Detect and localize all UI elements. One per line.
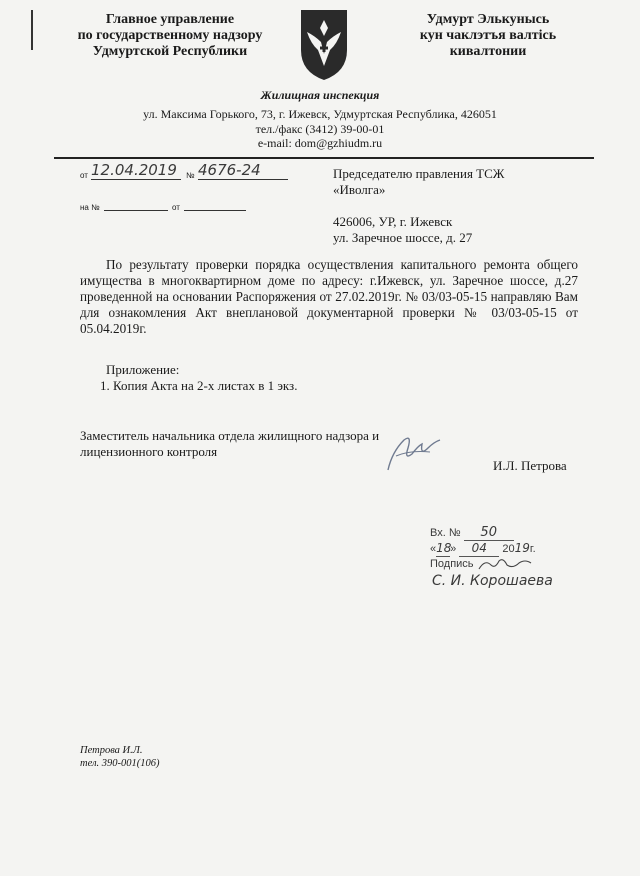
recipient-line-4: 426006, УР, г. Ижевск (333, 214, 453, 229)
scan-edge-mark (31, 10, 33, 50)
signatory-position (80, 428, 379, 460)
attachment-item: 1. Копия Акта на 2-х листах в 1 экз. (100, 378, 298, 393)
signatory-position-line-2: лицензионного контроля (80, 444, 218, 459)
executor-block (80, 744, 160, 770)
signatory-name: И.Л. Петрова (493, 458, 567, 473)
letter-body: По результату проверки порядка осуществления капитального ремонта общего имущества в многоквартирном доме по адресу: г.Ижевск, ул. Заречное шоссе, д.27 проведенной на основании Распоряжения от 27.02.2019г. № 03/03-05-15 направляю Вам для ознакомления Акт внеплановой документарной проверки № 03/03-05-15 от 05.04.2019г. (80, 257, 578, 336)
reply-number-blank (104, 210, 168, 211)
number-label: № (186, 171, 195, 180)
from-label: от (80, 171, 88, 180)
header-left-line-2: по государственному надзору (77, 28, 263, 43)
department-title: Жилищная инспекция (260, 88, 380, 102)
stamp-day: 18 (436, 541, 452, 555)
stamp-signer-name: С. И. Корошаева (432, 573, 553, 589)
outgoing-number: 4676-24 (198, 161, 288, 180)
reply-from-label: от (172, 203, 180, 212)
stamp-in-label: Вх. № (430, 527, 461, 539)
recipient-line-5: ул. Заречное шоссе, д. 27 (333, 230, 473, 245)
header-left-line-1: Главное управление (105, 12, 235, 27)
recipient-line-2: «Иволга» (333, 182, 386, 197)
header-left-block (60, 12, 280, 60)
recipient-block (333, 166, 504, 246)
phone-line: тел./факс (3412) 39-00-01 (255, 121, 385, 136)
attachment-title: Приложение: (106, 362, 180, 377)
stamp-year-prefix: 20 (502, 543, 515, 555)
recipient-line-3 (333, 198, 504, 214)
executor-phone: тел. 390-001(106) (80, 758, 160, 769)
stamp-signature (477, 557, 533, 571)
recipient-line-1: Председателю правления ТСЖ (333, 166, 505, 181)
stamp-sign-label: Подпись (430, 558, 474, 570)
stamp-in-number: 50 (464, 525, 514, 541)
udmurt-emblem-icon (297, 6, 351, 82)
executor-name: Петрова И.Л. (80, 745, 143, 756)
header-right-line-2: кун чаклэтъя валтiсь (419, 28, 557, 43)
incoming-stamp: Вх. № 50 «18» 04 2019г. Подпись С. И. Корошаева (430, 525, 553, 589)
address-line: ул. Максима Горького, 73, г. Ижевск, Удмуртская Республика, 426051 (143, 107, 497, 121)
header-right-line-1: Удмурт Элькунысь (426, 12, 550, 27)
reply-number-label: на № (80, 203, 100, 212)
stamp-year-suffix: 19 (514, 541, 530, 555)
stamp-month: 04 (459, 541, 499, 557)
reply-from-blank (184, 210, 246, 211)
email-line: e-mail: dom@gzhiudm.ru (257, 136, 383, 150)
attachment-block (100, 362, 298, 394)
outgoing-date: 12.04.2019 (91, 161, 181, 180)
header-left-line-3: Удмуртской Республики (92, 44, 248, 59)
header-right-line-3: кивалтонии (449, 44, 527, 59)
signatory-position-line-1: Заместитель начальника отдела жилищного надзора и (80, 428, 380, 443)
stamp-year-unit: г. (529, 543, 536, 555)
header-right-block (398, 12, 578, 60)
handwritten-signature (382, 432, 444, 474)
header-divider (54, 157, 594, 159)
address-block (0, 107, 640, 151)
